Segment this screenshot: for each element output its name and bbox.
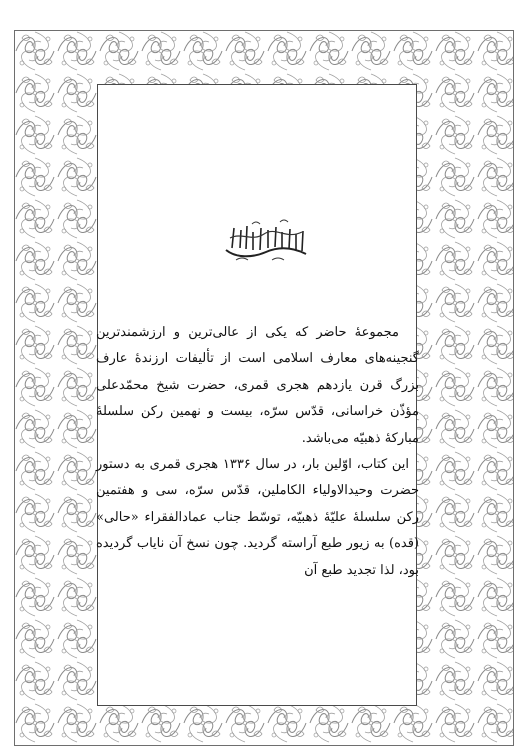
paragraph-1: مجموعهٔ حاضر که یکی از عالی‌ترین و ارزشمندترین گنجینه‌های معارف اسلامی است از تألیفات ارزندهٔ عارف بزرگ قرن یازدهم هجری قمری، حضرت شیخ محمّدعلی مؤذّن خراسانی، قدّس سرّه، بیست و نهمین رکن سلسلهٔ مبارکهٔ ذهبیّه می‌باشد. xyxy=(96,325,419,446)
body-text xyxy=(96,320,419,584)
basmala-calligraphy xyxy=(222,218,310,264)
paragraph-2: این کتاب، اوّلین بار، در سال ۱۳۳۶ هجری قمری به دستور حضرت وحیدالاولیاء الکاملین، قدّس سرّه، سی و هفتمین رکن سلسلهٔ علیّهٔ ذهبیّه، توسّط جناب عمادالفقراء «حالی» (قده) به زیور طبع آراسته گردید. چون نسخ آن نایاب گردیده بود، لذا تجدید طبع آن xyxy=(96,457,419,578)
